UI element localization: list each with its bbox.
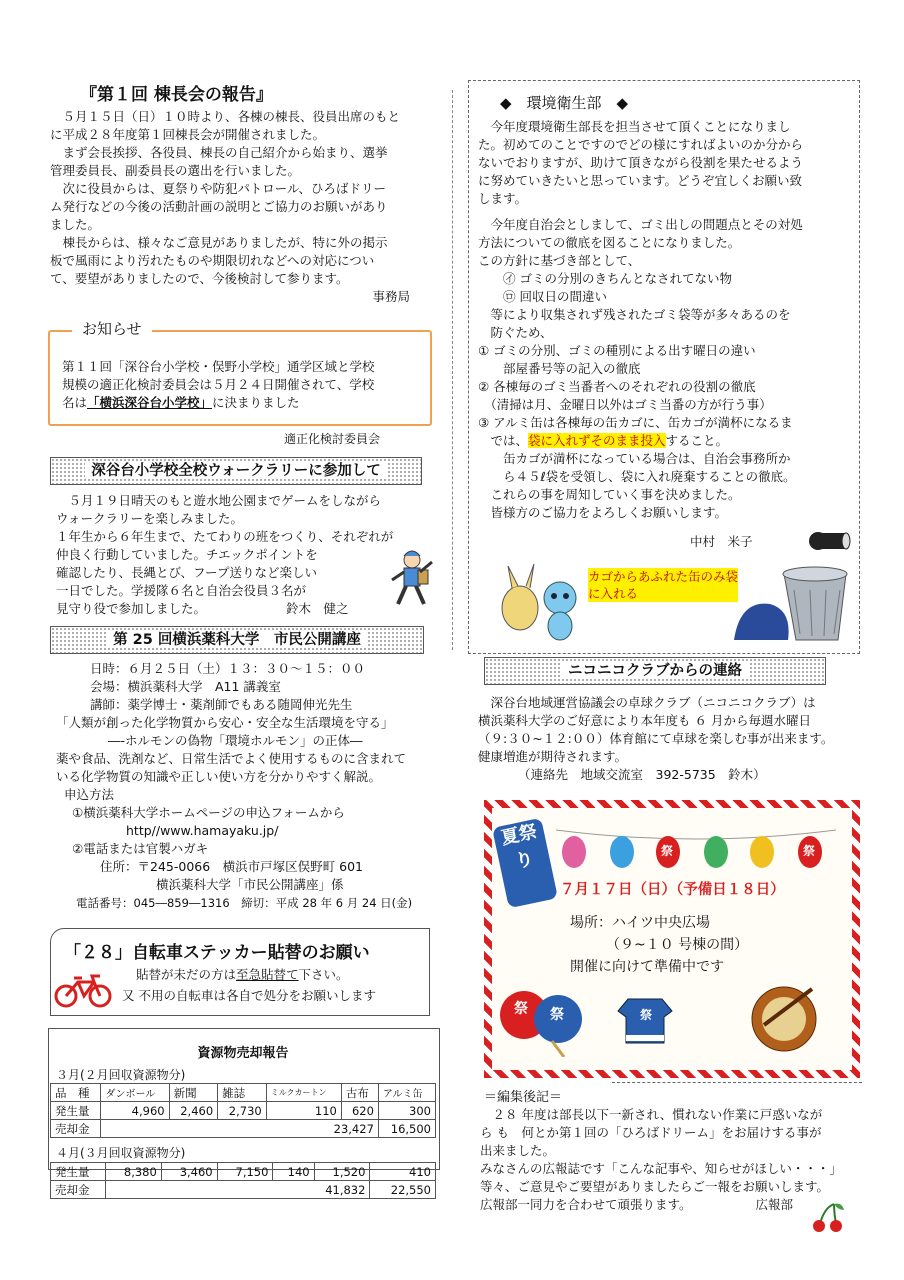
festival-prep: 開催に向けて準備中です	[570, 959, 724, 975]
walk-line: 仲良く行動していました。チエックポイントを	[56, 547, 318, 562]
walk-title: 深谷台小学校全校ウォークラリーに参加して	[85, 463, 386, 479]
env-de-pre: では、	[478, 433, 529, 448]
env-line: 部屋番号等の記入の徹底	[478, 361, 641, 376]
editor-line: みなさんの広報誌です「こんな記事や、知らせがほしい・・・」	[480, 1161, 842, 1176]
lecture-lecturer: 講師：薬学博士・薬剤師でもある随岡伸光先生	[90, 697, 353, 712]
bike-line1-pre: 貼替が未だの方は	[136, 967, 237, 982]
env-line: ③ アルミ缶は各棟毎の缶カゴに、缶カゴが満杯になるま	[478, 415, 793, 430]
table-row	[51, 1102, 436, 1120]
notice-line3-post: に決まりました	[212, 395, 300, 410]
bike-title: 「２８」自転車ステッカー貼替のお願い	[64, 943, 370, 963]
env-body	[478, 118, 858, 522]
school-name: 「横浜深谷台小学校」	[87, 395, 213, 410]
lecture-title: 第 25 回横浜薬科大学 市民公開講座	[107, 632, 367, 648]
meeting-line: 次に役員からは、夏祭りや防犯パトロール、ひろばドリー	[50, 181, 387, 196]
club-line: 深谷台地域運営協議会の卓球クラブ（ニコニコクラブ）は	[478, 695, 816, 710]
apply-url[interactable]: http//www.hamayaku.jp/	[126, 823, 279, 838]
club-line: （９:３０~１２:００）体育館にて卓球を楽しむ事が出来ます。	[478, 731, 834, 746]
meeting-line: まず会長挨拶、各役員、棟長の自己紹介から始まり、選挙	[50, 145, 388, 160]
table-cell: 7,150	[217, 1163, 273, 1181]
meeting-body	[50, 108, 450, 306]
trash-can-illustration	[730, 560, 850, 644]
env-line: この方針に基づき部として、	[478, 253, 641, 268]
meeting-line: ム発行などの今後の活動計画の説明とご協力のお願いがあり	[50, 199, 388, 214]
meeting-line: 管理委員長、副委員長の選出を行いました。	[50, 163, 301, 178]
lantern-char: 祭	[803, 844, 816, 858]
festival-place-2: （９~１０ 号棟の間）	[606, 937, 749, 953]
bike-line1-post: 下さい。	[298, 967, 349, 982]
walk-line: 一日でした。学援隊６名と自治会役員３名が	[56, 583, 307, 598]
table-cell: 410	[370, 1163, 436, 1181]
env-highlight: 袋に入れずそのまま投入	[528, 433, 666, 448]
callout-text: カゴからあふれた缶のみ袋に入れる	[588, 569, 739, 601]
env-line: ② 各棟毎のゴミ当番者へのそれぞれの役割の徹底	[478, 379, 756, 394]
club-contact: （連絡先 地域交流室 392-5735 鈴木）	[518, 767, 766, 782]
table-row	[51, 1163, 436, 1181]
festival-badge: 夏祭り	[492, 818, 558, 909]
march-table	[50, 1083, 436, 1138]
table-row	[51, 1181, 436, 1199]
env-line: ㋑ ゴミの分別のきちんとなされてない物	[478, 271, 732, 286]
apply-address-2: 横浜薬科大学「市民公開講座」係	[156, 877, 344, 892]
table-cell: 3,460	[161, 1163, 217, 1181]
bike-urgent: 至急貼替て	[236, 967, 299, 982]
club-title-banner	[484, 657, 826, 685]
notice-heading: お知らせ	[72, 318, 152, 339]
bike-line-1	[136, 965, 349, 983]
lecture-desc: 薬や食品、洗剤など、日常生活でよく使用するものに含まれて	[56, 751, 407, 766]
env-line: ないでおりますが、助けて頂きながら役割を果たせるよう	[478, 155, 804, 170]
club-title: ニコニコクラブからの連絡	[562, 663, 748, 679]
bike-line-2: 又 不用の自転車は各自で処分をお願いします	[122, 988, 376, 1003]
fan-char: 祭	[550, 1007, 564, 1023]
notice-line3-pre: 名は	[62, 395, 88, 410]
festival-date: ７月１７日（日）（予備日１８日）	[560, 882, 785, 898]
walk-signature: 鈴木 健之	[286, 601, 349, 616]
festival-items-illustration	[494, 985, 834, 1057]
festival-place: 場所：ハイツ中央広場	[570, 915, 710, 931]
mascot-illustration	[490, 560, 590, 642]
env-line: ㋺ 回収日の間違い	[478, 289, 607, 304]
meeting-line: ５月１５日（日）１０時より、各棟の棟長、役員出席のもと	[50, 109, 401, 124]
walk-last-line: 見守り役で参加しました。	[56, 601, 207, 616]
table-cell: 2,730	[218, 1102, 267, 1120]
meeting-line: て、要望がありましたので、今後検討して参ります。	[50, 271, 349, 286]
table-cell: 1,520	[314, 1163, 370, 1181]
env-line	[478, 432, 858, 450]
table-row	[51, 1084, 436, 1102]
table-cell: 売却金	[51, 1181, 106, 1199]
editor-body	[480, 1106, 870, 1214]
table-cell: 300	[378, 1102, 435, 1120]
walk-line: ５月１９日晴天のもと遊水地公園までゲームをしながら	[56, 493, 382, 508]
table-cell: 620	[341, 1102, 378, 1120]
env-line: 等により収集されず残されたゴミ袋等が多々あるのを	[478, 307, 791, 322]
apply-heading: 申込方法	[64, 787, 115, 802]
editor-line: ２８ 年度は部長以下一新され、慣れない作業に戸惑いなが	[480, 1107, 823, 1122]
club-line: 健康増進が期待されます。	[478, 749, 628, 764]
meeting-title: 『第１回 棟長会の報告』	[80, 85, 273, 105]
notice-body	[62, 358, 422, 412]
env-line: に努めていきたいと思っています。どうぞ宜しくお願い致	[478, 173, 803, 188]
env-line: 防ぐため、	[478, 325, 553, 340]
notice-line	[62, 394, 422, 412]
table-cell: 発生量	[51, 1163, 106, 1181]
april-label: ４月(３月回収資源物分)	[56, 1146, 186, 1160]
editor-line: 等々、ご意見やご要望がありましたらご一報をお願いします。	[480, 1179, 830, 1194]
env-line: 皆様方のご協力をよろしくお願いします。	[478, 505, 728, 520]
table-header: 品 種	[51, 1084, 101, 1102]
lecture-venue: 会場：横浜薬科大学 A11 講義室	[90, 679, 281, 694]
env-line: ① ゴミの分別、ゴミの種別による出す曜日の違い	[478, 343, 756, 358]
table-header: ダンボール	[101, 1084, 169, 1102]
walk-body	[56, 492, 436, 618]
meeting-line: 棟長からは、様々なご意見がありましたが、特に外の掲示	[50, 235, 388, 250]
table-cell: 41,832	[106, 1181, 370, 1199]
env-line: 方法についての徹底を図ることになりました。	[478, 235, 741, 250]
table-cell: 2,460	[169, 1102, 218, 1120]
apply-method-2: ②電話または官製ハガキ	[72, 841, 209, 856]
lecture-body	[56, 660, 446, 912]
table-header: 新聞	[169, 1084, 218, 1102]
notice-line: 規模の適正化検討委員会は５月２４日開催されて、学校	[62, 377, 375, 392]
meeting-line: に平成２８年度第１回棟長会が開催されました。	[50, 127, 326, 142]
table-cell: 8,380	[106, 1163, 162, 1181]
table-row	[51, 1120, 436, 1138]
lecture-theme: 「人類が創った化学物質から安心・安全な生活環境を守る」	[56, 715, 394, 730]
march-label: ３月(２月回収資源物分)	[56, 1068, 186, 1082]
meeting-line: 板で風雨により汚れたものや期限切れなどへの対応につい	[50, 253, 375, 268]
walking-child-illustration	[382, 548, 440, 610]
table-header: ミルクカートン	[266, 1084, 341, 1102]
club-body	[478, 694, 868, 784]
table-cell: 140	[273, 1163, 314, 1181]
apply-address: 住所：〒245‐0066 横浜市戸塚区俣野町 601	[100, 859, 364, 874]
cherry-icon	[808, 1202, 848, 1234]
table-cell: 売却金	[51, 1120, 101, 1138]
env-line: 今年度自治会としまして、ゴミ出しの問題点とその対処	[478, 217, 803, 232]
walk-line: １年生から６年生まで、たてわりの班をつくり、それぞれが	[56, 529, 394, 544]
env-line: 今年度環境衛生部長を担当させて頂くことになりまし	[478, 119, 791, 134]
env-signature: 中村 米子	[690, 534, 753, 549]
table-cell: 110	[266, 1102, 341, 1120]
table-cell: 発生量	[51, 1102, 101, 1120]
meeting-line: ました。	[50, 217, 101, 232]
lecture-title-banner	[50, 626, 424, 654]
env-line: （清掃は月、金曜日以外はゴミ当番の方が行う事）	[478, 397, 772, 412]
env-line: た。初めてのことですのでどの様にすればよいのか分から	[478, 137, 804, 152]
fan-char: 祭	[514, 1001, 528, 1017]
lantern-char: 祭	[661, 844, 674, 858]
happi-char: 祭	[640, 1008, 653, 1022]
can-icon	[806, 528, 852, 554]
editor-divider	[612, 1082, 862, 1083]
editor-line: 出来ました。	[480, 1143, 556, 1158]
festival-details	[570, 912, 748, 978]
lecture-desc: いる化学物質の知識や正しい使い方を分かりやすく解説。	[56, 769, 382, 784]
club-line: 横浜薬科大学のご好意により本年度も ６ 月から毎週水曜日	[478, 713, 811, 728]
walk-line: ウォークラリーを楽しみました。	[56, 511, 244, 526]
resources-title: 資源物売却報告	[197, 1046, 289, 1061]
editor-line: ら も 何とか第１回の「ひろばドリーム」をお届けする事が	[480, 1125, 822, 1140]
table-header: 雑誌	[218, 1084, 267, 1102]
column-divider	[452, 90, 453, 650]
lecture-sub: ―-ホルモンの偽物「環境ホルモン」の正体―	[108, 733, 363, 748]
table-cell: 16,500	[378, 1120, 435, 1138]
table-cell: 22,550	[370, 1181, 436, 1199]
notice-line: 第１１回「深谷台小学校・俣野小学校」通学区域と学校	[62, 359, 375, 374]
env-de-post: すること。	[665, 433, 729, 448]
lecture-date: 日時：６月２５日（土）１３：３０～１５：００	[90, 661, 366, 676]
walk-line	[56, 600, 436, 618]
notice-signature: 適正化検討委員会	[280, 430, 384, 447]
bicycle-icon	[54, 972, 112, 1008]
april-table	[50, 1162, 436, 1199]
editor-last: 広報部一同力を合わせて頑張ります。	[480, 1197, 692, 1212]
apply-method-1: ①横浜薬科大学ホームページの申込フォームから	[72, 805, 345, 820]
meeting-signature: 事務局	[372, 289, 410, 304]
walk-title-banner	[50, 457, 422, 485]
env-line: 缶カゴが満杯になっている場合は、自治会事務所か	[478, 451, 791, 466]
editor-signature: 広報部	[755, 1197, 794, 1212]
lanterns-illustration	[556, 826, 836, 874]
editor-title: ＝編集後記＝	[484, 1090, 563, 1105]
env-line: ら４５ℓ袋を受領し、袋に入れ廃棄することの徹底。	[478, 469, 796, 484]
env-title: ◆ 環境衛生部 ◆	[500, 94, 629, 112]
env-line: します。	[478, 191, 528, 206]
table-cell: 4,960	[101, 1102, 169, 1120]
apply-phone: 電話番号：045―859―1316 締切：平成 28 年 6 月 24 日(金)	[76, 896, 413, 910]
env-line: これらの事を周知していく事を決めました。	[478, 487, 741, 502]
table-cell: 23,427	[101, 1120, 379, 1138]
table-header: アルミ缶	[378, 1084, 435, 1102]
table-header: 古布	[341, 1084, 378, 1102]
walk-line: 確認したり、長縄とび、フープ送りなど楽しい	[56, 565, 318, 580]
